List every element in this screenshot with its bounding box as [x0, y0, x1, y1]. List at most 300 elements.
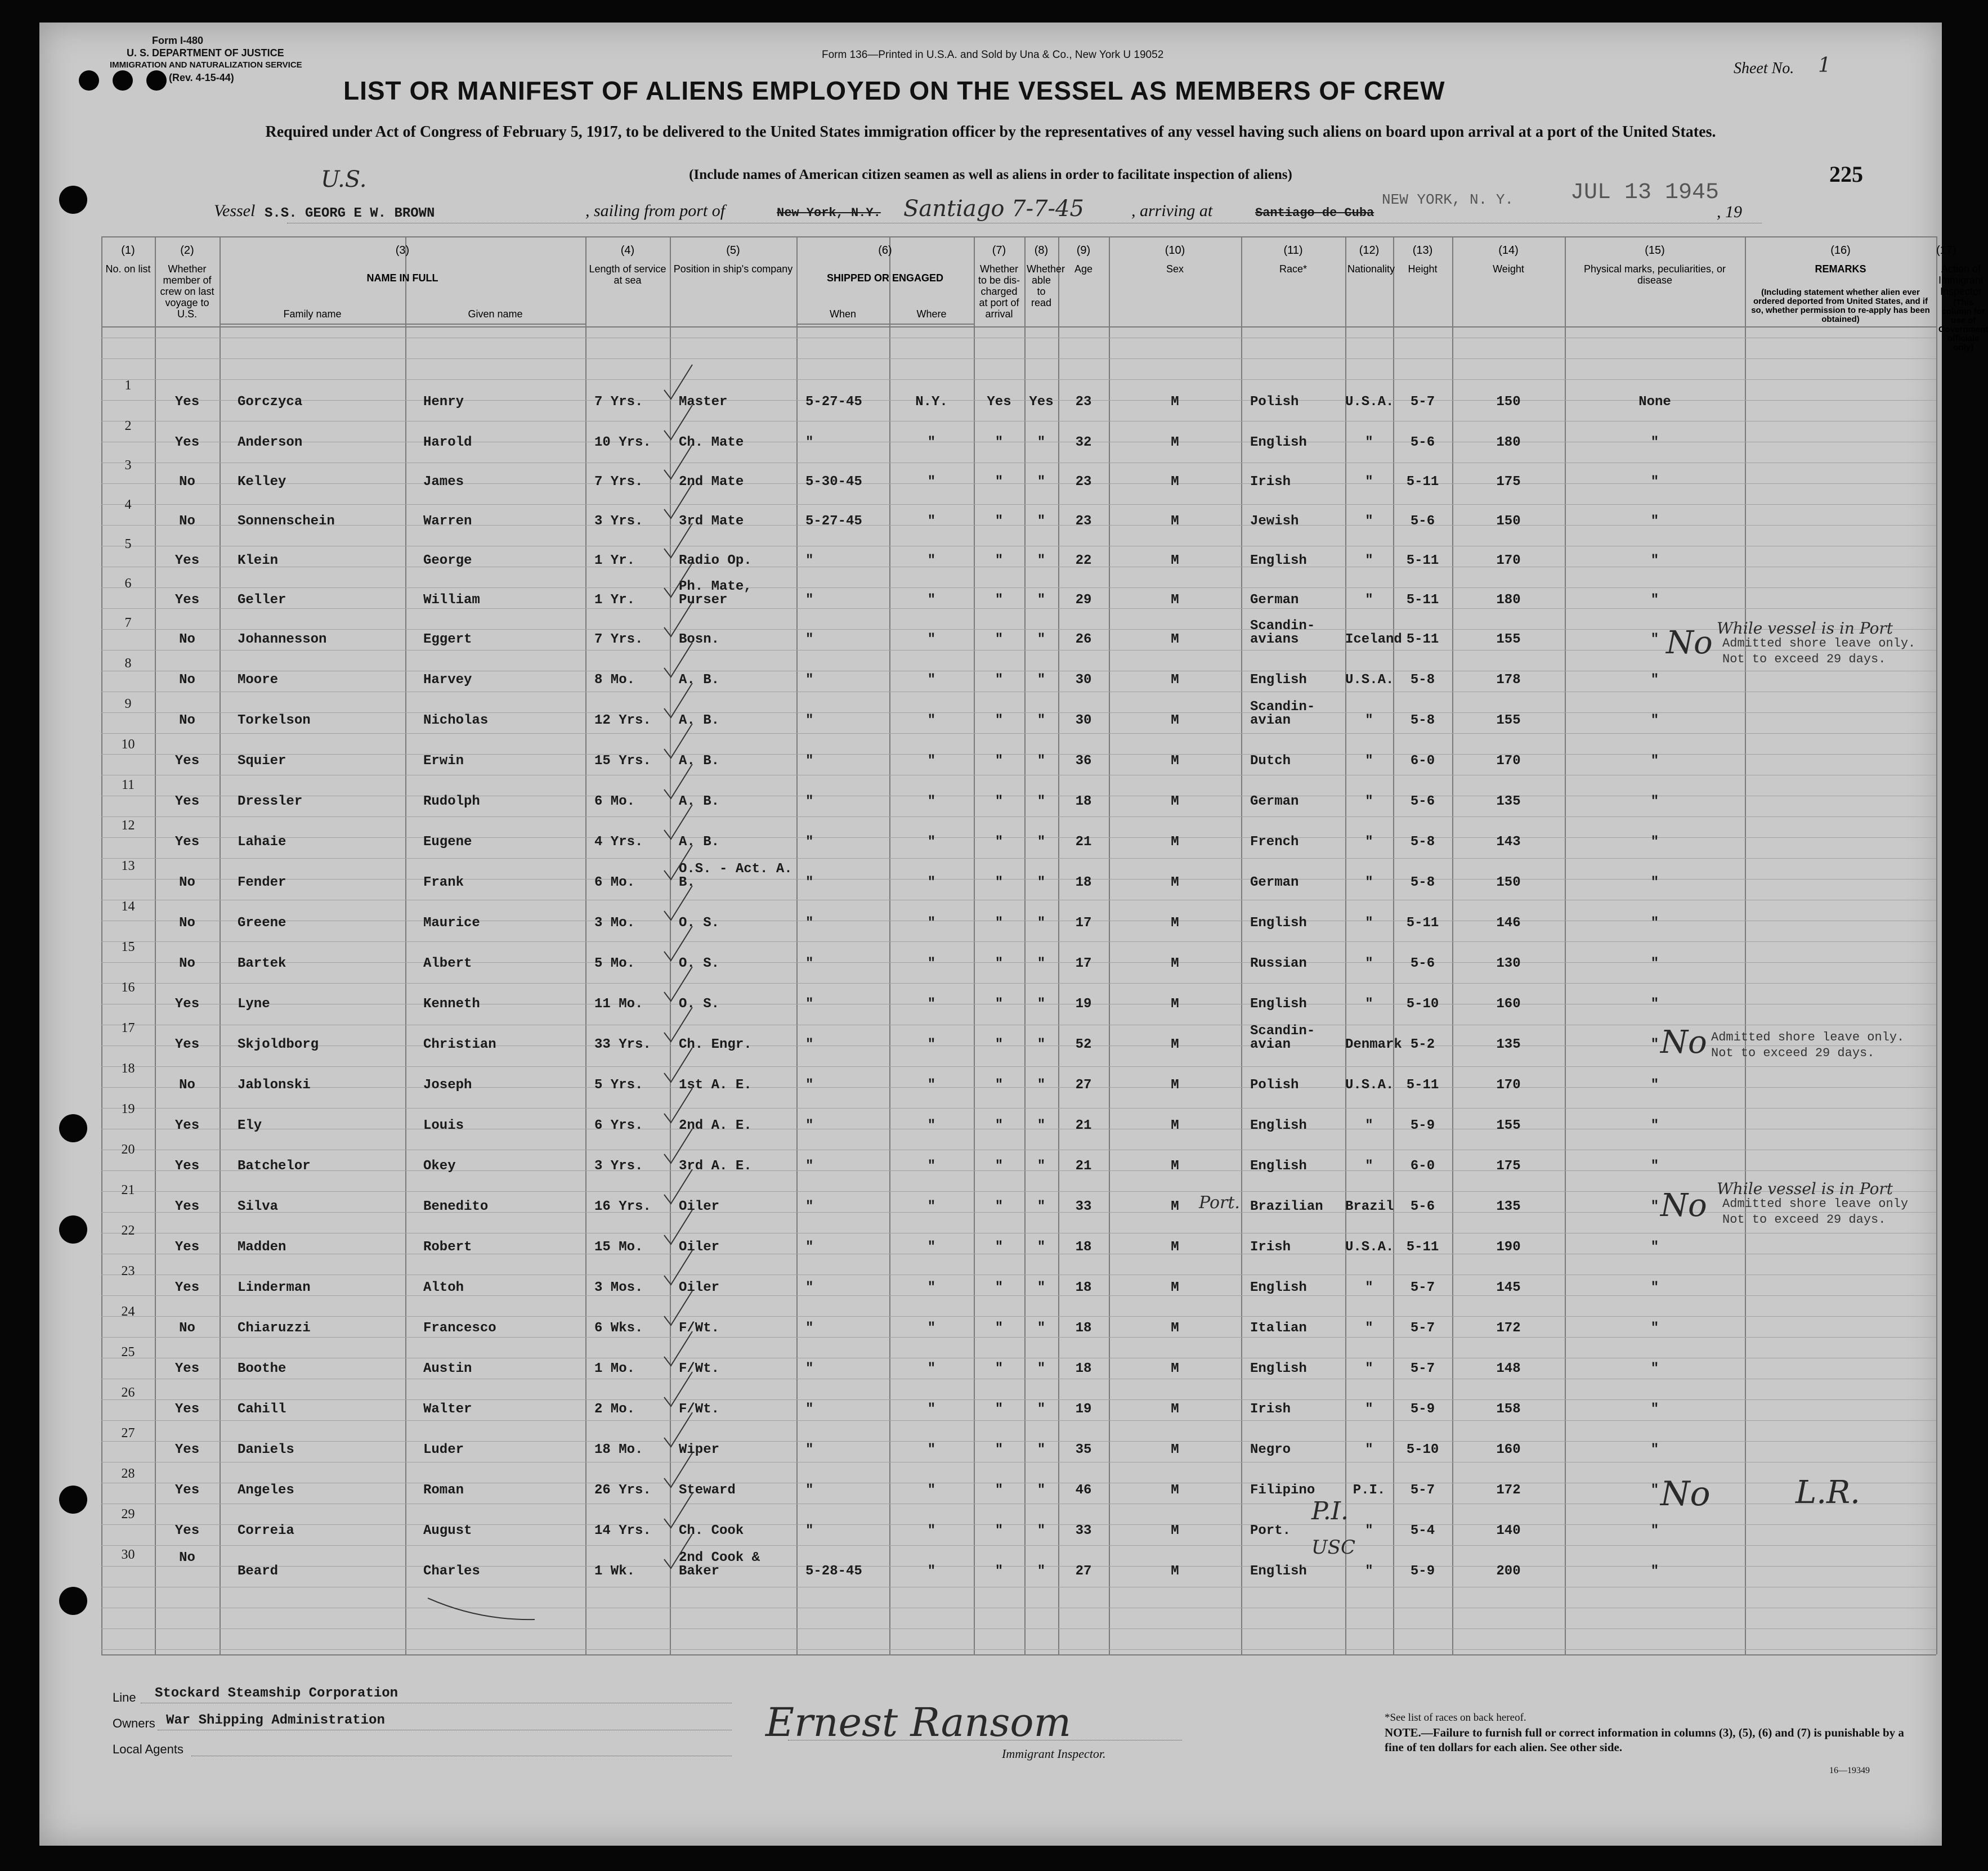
column-subheader: Given name: [468, 308, 523, 320]
cell-position: A. B.: [679, 672, 720, 688]
cell-race: English: [1250, 435, 1307, 450]
cell-where: ": [927, 474, 936, 490]
cell-where: ": [927, 672, 936, 688]
cell-race: Scandin-avian: [1250, 1024, 1315, 1052]
cell-discharged: ": [995, 1361, 1004, 1376]
cell-marks: ": [1650, 474, 1659, 490]
cell-nationality: ": [1365, 834, 1373, 850]
cell-when: 5-27-45: [805, 394, 862, 410]
cell-race: Irish: [1250, 1402, 1291, 1417]
cell-where: ": [927, 1402, 936, 1417]
cell-position: 2nd Cook & Baker: [679, 1550, 760, 1579]
cell-sex: M: [1171, 1159, 1179, 1174]
check-mark: [664, 967, 692, 1001]
column-header: NAME IN FULL: [366, 272, 438, 284]
cell-given: Harold: [423, 435, 472, 450]
cell-marks: ": [1650, 514, 1659, 529]
vessel-prefix-handwritten: U.S.: [321, 167, 367, 192]
cell-family: Correia: [238, 1523, 294, 1538]
column-number: (8): [1034, 244, 1049, 257]
arriving-port-typed: Santiago de Cuba: [1255, 206, 1374, 220]
cell-when: ": [805, 593, 814, 608]
cell-height: 5-11: [1406, 1240, 1439, 1255]
cell-service: 6 Mo.: [594, 875, 635, 890]
cell-prev: No: [179, 956, 195, 971]
cell-service: 10 Yrs.: [594, 435, 651, 450]
cell-nationality: ": [1365, 916, 1373, 931]
cell-height: 5-7: [1410, 1361, 1435, 1376]
cell-race: Irish: [1250, 474, 1291, 490]
cell-given: Rudolph: [423, 794, 480, 809]
cell-read: ": [1037, 753, 1046, 769]
cell-service: 11 Mo.: [594, 997, 643, 1012]
check-mark: [664, 683, 692, 717]
cell-family: Jablonski: [238, 1078, 311, 1093]
cell-where: ": [927, 1523, 936, 1538]
cell-nationality: Brazil: [1345, 1199, 1394, 1214]
cell-read: ": [1037, 1523, 1046, 1538]
cell-where: ": [927, 1118, 936, 1133]
cell-age: 27: [1075, 1078, 1092, 1093]
cell-service: 16 Yrs.: [594, 1199, 651, 1214]
cell-sex: M: [1171, 672, 1179, 688]
cell-marks: ": [1650, 632, 1659, 647]
cell-where: ": [927, 875, 936, 890]
cell-sex: M: [1171, 593, 1179, 608]
cell-read: ": [1037, 713, 1046, 728]
cell-marks: ": [1650, 672, 1659, 688]
page-number: 225: [1829, 161, 1863, 187]
cell-age: 18: [1075, 1280, 1092, 1295]
cell-when: ": [805, 435, 814, 450]
cell-race: English: [1250, 1159, 1307, 1174]
cell-read: ": [1037, 875, 1046, 890]
cell-no: 21: [121, 1183, 135, 1197]
check-mark: [664, 886, 692, 920]
cell-prev: Yes: [174, 1442, 200, 1457]
cell-nationality: U.S.A.: [1345, 1240, 1394, 1255]
column-header: Whether able to read: [1027, 263, 1065, 308]
cell-race: Scandin-avian: [1250, 699, 1315, 728]
cell-service: 8 Mo.: [594, 672, 635, 688]
cell-read: ": [1037, 1564, 1046, 1579]
cell-when: ": [805, 1240, 814, 1255]
cell-position: A. B.: [679, 794, 720, 809]
page-title: LIST OR MANIFEST OF ALIENS EMPLOYED ON THE VESSEL AS MEMBERS OF CREW: [343, 76, 1445, 105]
remark-row28-hand: No: [1660, 1474, 1711, 1514]
cell-sex: M: [1171, 514, 1179, 529]
cell-position: O. S.: [679, 956, 720, 971]
cell-sex: M: [1171, 834, 1179, 850]
cell-when: ": [805, 834, 814, 850]
cell-given: Altoh: [423, 1280, 464, 1295]
cell-when: ": [805, 672, 814, 688]
cell-service: 2 Mo.: [594, 1402, 635, 1417]
cell-race: Polish: [1250, 1078, 1299, 1093]
cell-discharged: ": [995, 997, 1004, 1012]
check-mark: [664, 1048, 692, 1082]
cell-given: Charles: [423, 1564, 480, 1579]
printer-line: Form 136—Printed in U.S.A. and Sold by Una & Co., New York U 19052: [822, 49, 1164, 61]
cell-family: Greene: [238, 916, 286, 931]
cell-service: 7 Yrs.: [594, 474, 643, 490]
cell-given: James: [423, 474, 464, 490]
cell-age: 33: [1075, 1199, 1092, 1214]
cell-age: 18: [1075, 1361, 1092, 1376]
form-number: Form I-480: [152, 35, 204, 46]
cell-race: Filipino: [1250, 1483, 1315, 1498]
line-value: Stockard Steamship Corporation: [155, 1686, 399, 1701]
cell-when: 5-27-45: [805, 514, 862, 529]
cell-height: 5-9: [1410, 1402, 1435, 1417]
cell-discharged: Yes: [987, 394, 1011, 410]
cell-marks: ": [1650, 794, 1659, 809]
cell-family: Daniels: [238, 1442, 294, 1457]
cell-when: ": [805, 1159, 814, 1174]
check-mark: [664, 643, 692, 677]
cell-nationality: ": [1365, 1361, 1373, 1376]
column-header: Nationality: [1347, 263, 1395, 275]
cell-height: 5-11: [1406, 593, 1439, 608]
cell-age: 18: [1075, 1240, 1092, 1255]
cell-height: 5-6: [1410, 794, 1435, 809]
cell-discharged: ": [995, 713, 1004, 728]
cell-prev: Yes: [174, 1361, 200, 1376]
remark-row7-hand: No: [1666, 625, 1713, 661]
cell-marks: ": [1650, 1280, 1659, 1295]
cell-prev: Yes: [174, 794, 200, 809]
check-mark: [664, 1412, 692, 1447]
cell-when: 5-30-45: [805, 474, 862, 490]
cell-service: 7 Yrs.: [594, 632, 643, 647]
check-mark: [664, 1453, 692, 1487]
check-mark: [664, 724, 692, 758]
cell-family: Madden: [238, 1240, 286, 1255]
cell-height: 5-7: [1410, 1483, 1435, 1498]
cell-weight: 150: [1496, 875, 1521, 890]
sailing-label: , sailing from port of: [585, 201, 726, 220]
cell-marks: ": [1650, 1037, 1659, 1052]
cell-height: 5-7: [1410, 1280, 1435, 1295]
cell-sex: M: [1171, 474, 1179, 490]
cell-prev: No: [179, 916, 195, 931]
cell-no: 20: [121, 1142, 135, 1157]
cell-where: ": [927, 1321, 936, 1336]
cell-prev: Yes: [174, 593, 200, 608]
column-header: REMARKS: [1815, 263, 1866, 275]
cell-marks: ": [1650, 1564, 1659, 1579]
cell-given: Warren: [423, 514, 472, 529]
cell-no: 25: [121, 1345, 135, 1359]
cell-race: English: [1250, 672, 1307, 688]
cell-read: ": [1037, 1321, 1046, 1336]
cell-discharged: ": [995, 1037, 1004, 1052]
cell-no: 18: [121, 1061, 135, 1076]
cell-prev: No: [179, 474, 195, 490]
cell-family: Lyne: [238, 997, 270, 1012]
cell-sex: M: [1171, 1037, 1179, 1052]
cell-marks: None: [1638, 394, 1671, 410]
cell-sex: M: [1171, 435, 1179, 450]
cell-weight: 155: [1496, 632, 1521, 647]
cell-sex: M: [1171, 1361, 1179, 1376]
cell-where: N.Y.: [915, 394, 948, 410]
cell-position: Ch. Cook: [679, 1523, 744, 1538]
cell-when: ": [805, 1199, 814, 1214]
cell-age: 17: [1075, 916, 1092, 931]
cell-weight: 170: [1496, 553, 1521, 568]
column-header: Race*: [1279, 263, 1308, 275]
cell-family: Johannesson: [238, 632, 327, 647]
cell-weight: 170: [1496, 1078, 1521, 1093]
column-subheader: When: [829, 308, 857, 320]
cell-family: Ely: [238, 1118, 262, 1133]
cell-where: ": [927, 632, 936, 647]
cell-discharged: ": [995, 632, 1004, 647]
cell-height: 5-9: [1410, 1118, 1435, 1133]
cell-weight: 180: [1496, 435, 1521, 450]
cell-marks: ": [1650, 713, 1659, 728]
cell-prev: No: [179, 672, 195, 688]
cell-read: ": [1037, 593, 1046, 608]
column-header: Length of service at sea: [589, 263, 666, 286]
cell-sex: M: [1171, 1402, 1179, 1417]
cell-where: ": [927, 1078, 936, 1093]
cell-weight: 143: [1496, 834, 1521, 850]
page-subtitle: Required under Act of Congress of February 5, 1917, to be delivered to the United States immigration officer by the representatives of any vessel having such aliens on board upon arrival at a port of the United States.: [265, 123, 1716, 141]
cell-nationality: ": [1365, 514, 1373, 529]
cell-discharged: ": [995, 1159, 1004, 1174]
cell-nationality: ": [1365, 1118, 1373, 1133]
cell-race: Negro: [1250, 1442, 1291, 1457]
cell-no: 17: [121, 1021, 135, 1035]
cell-read: ": [1037, 1240, 1046, 1255]
check-mark: [664, 365, 692, 399]
column-number: (17): [1936, 244, 1956, 257]
cell-family: Boothe: [238, 1361, 286, 1376]
cell-weight: 180: [1496, 593, 1521, 608]
cell-no: 22: [121, 1223, 135, 1238]
cell-where: ": [927, 1483, 936, 1498]
cell-age: 33: [1075, 1523, 1092, 1538]
cell-position: Radio Op.: [679, 553, 752, 568]
column-number: (10): [1165, 244, 1185, 257]
cell-prev: No: [179, 875, 195, 890]
cell-service: 6 Mo.: [594, 794, 635, 809]
cell-read: ": [1037, 1361, 1046, 1376]
cell-family: Gorczyca: [238, 394, 303, 410]
cell-nationality: ": [1365, 1159, 1373, 1174]
year-label: , 19: [1717, 203, 1742, 221]
remark-row21-line1: Admitted shore leave only: [1722, 1197, 1909, 1211]
cell-no: 26: [121, 1385, 135, 1400]
remark-row17-line1: Admitted shore leave only.: [1711, 1030, 1905, 1044]
check-mark: [664, 563, 692, 597]
cell-no: 14: [121, 899, 135, 914]
column-note: (Including statement whether alien ever ordered deported from United States, and if so, whether permission to re-apply has been obtained): [1751, 288, 1930, 324]
cell-sex: M: [1171, 1199, 1179, 1214]
cell-weight: 170: [1496, 753, 1521, 769]
column-header: No. on list: [105, 263, 151, 275]
cell-race: German: [1250, 794, 1299, 809]
cell-family: Batchelor: [238, 1159, 311, 1174]
check-marks: [39, 23, 1942, 1846]
department-name: U. S. DEPARTMENT OF JUSTICE: [127, 47, 284, 59]
cell-position: A. B.: [679, 713, 720, 728]
check-mark: [664, 523, 692, 558]
cell-where: ": [927, 1442, 936, 1457]
cell-given: Robert: [423, 1240, 472, 1255]
cell-read: Yes: [1029, 394, 1054, 410]
cell-prev: Yes: [174, 834, 200, 850]
cell-height: 5-11: [1406, 916, 1439, 931]
cell-given: Austin: [423, 1361, 472, 1376]
cell-height: 5-11: [1406, 553, 1439, 568]
cell-sex: M: [1171, 1442, 1179, 1457]
check-mark: [664, 405, 692, 439]
cell-family: Torkelson: [238, 713, 311, 728]
cell-family: Kelley: [238, 474, 286, 490]
page-subnote: (Include names of American citizen seamen as well as aliens in order to facilitate inspection of aliens): [689, 167, 1292, 182]
check-mark: [664, 484, 692, 518]
cell-marks: ": [1650, 553, 1659, 568]
cell-age: 21: [1075, 1118, 1092, 1133]
cell-race: English: [1250, 553, 1307, 568]
cell-position: 1st A. E.: [679, 1078, 752, 1093]
check-mark: [664, 1007, 692, 1042]
check-mark: [664, 1291, 692, 1325]
check-mark: [664, 805, 692, 839]
cell-sex: M: [1171, 1240, 1179, 1255]
cell-weight: 178: [1496, 672, 1521, 688]
cell-weight: 140: [1496, 1523, 1521, 1538]
check-mark: [664, 1372, 692, 1406]
cell-height: 5-8: [1410, 875, 1435, 890]
cell-race: English: [1250, 1361, 1307, 1376]
column-number: (7): [992, 244, 1006, 257]
cell-no: 2: [124, 419, 132, 433]
cell-nationality: ": [1365, 753, 1373, 769]
cell-marks: ": [1650, 1118, 1659, 1133]
cell-when: ": [805, 1078, 814, 1093]
cell-nationality: ": [1365, 1402, 1373, 1417]
inspector-signature: Ernest Ransom: [765, 1699, 1071, 1746]
cell-position: Oiler: [679, 1280, 720, 1295]
cell-where: ": [927, 1199, 936, 1214]
check-mark: [664, 764, 692, 798]
row21-race-handwritten: Port.: [1199, 1193, 1240, 1213]
cell-age: 23: [1075, 514, 1092, 529]
cell-nationality: U.S.A.: [1345, 394, 1394, 410]
cell-age: 18: [1075, 794, 1092, 809]
cell-discharged: ": [995, 435, 1004, 450]
cell-race: Jewish: [1250, 514, 1299, 529]
cell-sex: M: [1171, 1118, 1179, 1133]
column-number: (6): [878, 244, 892, 257]
cell-nationality: ": [1365, 713, 1373, 728]
cell-read: ": [1037, 1037, 1046, 1052]
cell-no: 7: [124, 616, 132, 630]
cell-nationality: U.S.A.: [1345, 1078, 1394, 1093]
column-number: (16): [1830, 244, 1851, 257]
cell-given: August: [423, 1523, 472, 1538]
cell-service: 6 Yrs.: [594, 1118, 643, 1133]
cell-read: ": [1037, 834, 1046, 850]
cell-age: 35: [1075, 1442, 1092, 1457]
cell-read: ": [1037, 632, 1046, 647]
cell-prev: Yes: [174, 1240, 200, 1255]
cell-position: F/Wt.: [679, 1321, 720, 1336]
local-agents-label: Local Agents: [113, 1742, 183, 1756]
cell-no: 1: [124, 378, 132, 393]
cell-nationality: ": [1365, 1442, 1373, 1457]
action-row28: L.R.: [1796, 1474, 1860, 1511]
cell-prev: Yes: [174, 1523, 200, 1538]
cell-discharged: ": [995, 1321, 1004, 1336]
cell-when: ": [805, 1523, 814, 1538]
cell-age: 26: [1075, 632, 1092, 647]
remark-row21-script: While vessel is in Port: [1717, 1179, 1893, 1198]
cell-where: ": [927, 593, 936, 608]
cell-where: ": [927, 435, 936, 450]
cell-family: Angeles: [238, 1483, 294, 1498]
cell-discharged: ": [995, 834, 1004, 850]
vessel-name: S.S. GEORG E W. BROWN: [265, 206, 435, 221]
sailing-port-handwritten: Santiago 7-7-45: [903, 196, 1084, 222]
cell-family: Skjoldborg: [238, 1037, 319, 1052]
cell-family: Chiaruzzi: [238, 1321, 311, 1336]
cell-given: Eugene: [423, 834, 472, 850]
cell-marks: ": [1650, 1321, 1659, 1336]
cell-given: William: [423, 593, 480, 608]
owners-label: Owners: [113, 1716, 155, 1730]
cell-where: ": [927, 753, 936, 769]
cell-family: Beard: [238, 1564, 279, 1579]
cell-given: George: [423, 553, 472, 568]
cell-marks: ": [1650, 1240, 1659, 1255]
cell-read: ": [1037, 956, 1046, 971]
cell-service: 5 Yrs.: [594, 1078, 643, 1093]
cell-read: ": [1037, 474, 1046, 490]
cell-sex: M: [1171, 956, 1179, 971]
cell-no: 4: [124, 497, 132, 512]
cell-position: 2nd Mate: [679, 474, 744, 490]
cell-sex: M: [1171, 875, 1179, 890]
cell-discharged: ": [995, 474, 1004, 490]
cell-discharged: ": [995, 1442, 1004, 1457]
cell-weight: 145: [1496, 1280, 1521, 1295]
cell-read: ": [1037, 1078, 1046, 1093]
cell-weight: 160: [1496, 997, 1521, 1012]
cell-prev: No: [179, 1078, 195, 1093]
check-mark: [664, 445, 692, 479]
arrival-date-stamp: JUL 13 1945: [1570, 180, 1720, 205]
cell-nationality: ": [1365, 1523, 1373, 1538]
cell-when: ": [805, 1442, 814, 1457]
cell-prev: No: [179, 514, 195, 529]
cell-discharged: ": [995, 672, 1004, 688]
remark-row17-hand: No: [1660, 1024, 1707, 1061]
cell-marks: ": [1650, 593, 1659, 608]
column-header: SHIPPED OR ENGAGED: [826, 272, 944, 284]
cell-when: ": [805, 1361, 814, 1376]
column-header: Weight: [1493, 263, 1524, 275]
cell-position: Oiler: [679, 1240, 720, 1255]
cell-age: 17: [1075, 956, 1092, 971]
cell-service: 3 Yrs.: [594, 514, 643, 529]
cell-read: ": [1037, 997, 1046, 1012]
cell-prev: Yes: [174, 1159, 200, 1174]
